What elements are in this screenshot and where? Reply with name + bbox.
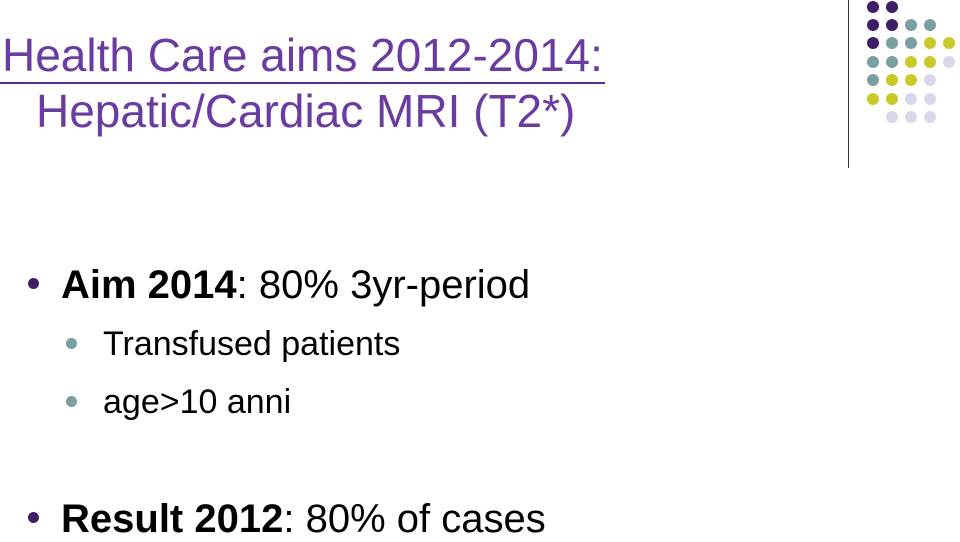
dot [867,74,879,86]
dot [886,93,898,105]
dot [886,56,898,68]
bullet-result-2012 [28,496,546,542]
dot [886,74,898,86]
dot [924,111,936,123]
dot [924,19,936,31]
dot [867,37,879,49]
bullet-dot-icon [28,278,39,289]
dot [886,19,898,31]
title-line-1: Health Care aims 2012-2014: [0,30,605,84]
dot [924,74,936,86]
dot [905,56,917,68]
dot [943,37,955,49]
sub-bullet-text: Transfused patients [103,325,401,363]
dot [905,37,917,49]
dot [905,93,917,105]
bullet-text: : 80% 3yr-period [236,263,531,307]
vertical-divider [848,0,849,168]
dot [867,1,879,13]
dot [886,37,898,49]
dot [867,93,879,105]
dot [905,74,917,86]
bullet-bold-text: Result 2012 [61,497,284,541]
dot [867,56,879,68]
slide-title [0,30,605,136]
dot [924,56,936,68]
dot [943,56,955,68]
dot [924,37,936,49]
title-line-2: Hepatic/Cardiac MRI (T2*) [36,85,576,137]
dot [905,111,917,123]
sub-bullet-text: age>10 anni [103,383,292,421]
dot [867,19,879,31]
dot [924,93,936,105]
decorative-dot-grid [863,0,960,150]
bullet-dot-icon [28,512,39,523]
sub-bullet-dot-icon [66,338,77,349]
sub-bullet-dot-icon [66,396,77,407]
dot [886,111,898,123]
dot [886,1,898,13]
bullet-aim-2014 [28,262,530,308]
bullet-text: : 80% of cases [283,497,546,541]
bullet-bold-text: Aim 2014 [61,263,237,307]
sub-bullet-age [66,382,291,422]
dot [905,19,917,31]
sub-bullet-transfused [66,324,400,364]
